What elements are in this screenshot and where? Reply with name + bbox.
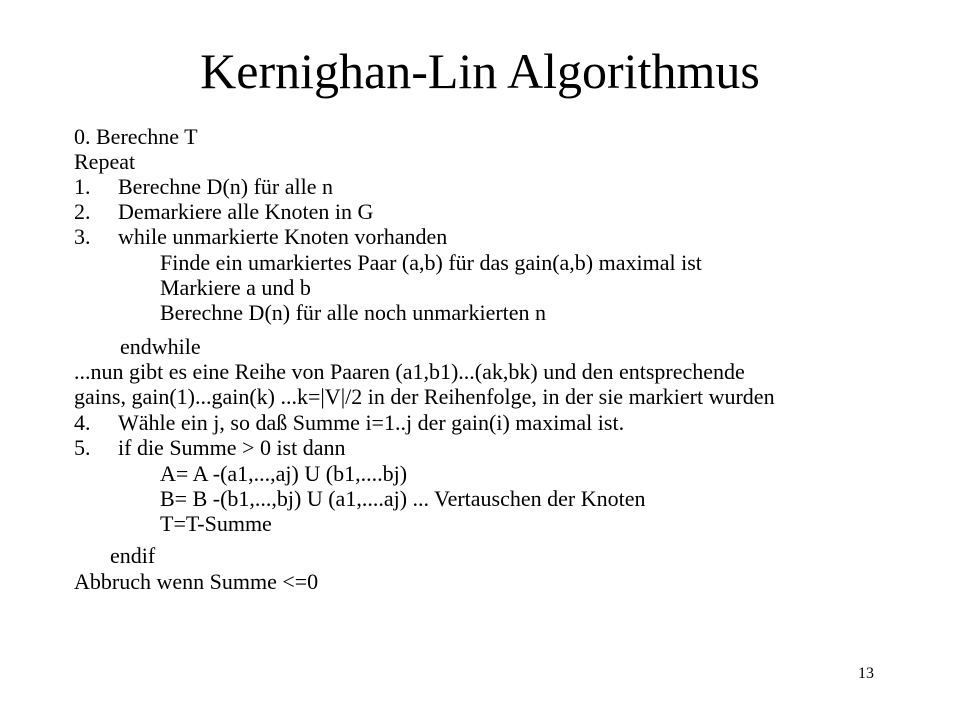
abort-line: Abbruch wenn Summe <=0 [74, 569, 319, 594]
step-5-sub-line: B= B -(b1,...,bj) U (a1,....aj) ... Vertauschen der Knoten [160, 486, 646, 511]
endif-line: endif [110, 543, 156, 568]
step-3-sub-line: Finde ein umarkiertes Paar (a,b) für das gain(a,b) maximal ist [160, 250, 702, 275]
step-1-number: 1. [74, 174, 91, 199]
step-4-number: 4. [74, 410, 91, 435]
step-3-number: 3. [74, 224, 91, 249]
step-5-text: if die Summe > 0 ist dann [118, 435, 346, 460]
slide-title: Kernighan-Lin Algorithmus [200, 43, 760, 99]
endwhile-line: endwhile [120, 334, 201, 359]
page-number: 13 [858, 665, 874, 682]
step-5-sub-line: T=T-Summe [160, 511, 272, 536]
step-4-text: Wähle ein j, so daß Summe i=1..j der gain(i) maximal ist. [118, 410, 625, 435]
step-0-line: 0. Berechne T [74, 124, 198, 149]
step-3-sub-line: Berechne D(n) für alle noch unmarkierten n [160, 300, 547, 325]
step-3-text: while unmarkierte Knoten vorhanden [118, 224, 448, 249]
result-line-2: gains, gain(1)...gain(k) ...k=|V|/2 in der Reihenfolge, in der sie markiert wurden [74, 384, 775, 409]
step-5-sub-line: A= A -(a1,...,aj) U (b1,....bj) [160, 461, 408, 486]
repeat-line: Repeat [74, 149, 136, 174]
step-2-number: 2. [74, 199, 91, 224]
result-line-1: ...nun gibt es eine Reihe von Paaren (a1,b1)...(ak,bk) und den entsprechende [74, 359, 745, 384]
step-2-text: Demarkiere alle Knoten in G [118, 199, 374, 224]
step-1-text: Berechne D(n) für alle n [118, 174, 334, 199]
step-3-sub-line: Markiere a und b [160, 275, 311, 300]
step-5-number: 5. [74, 435, 91, 460]
